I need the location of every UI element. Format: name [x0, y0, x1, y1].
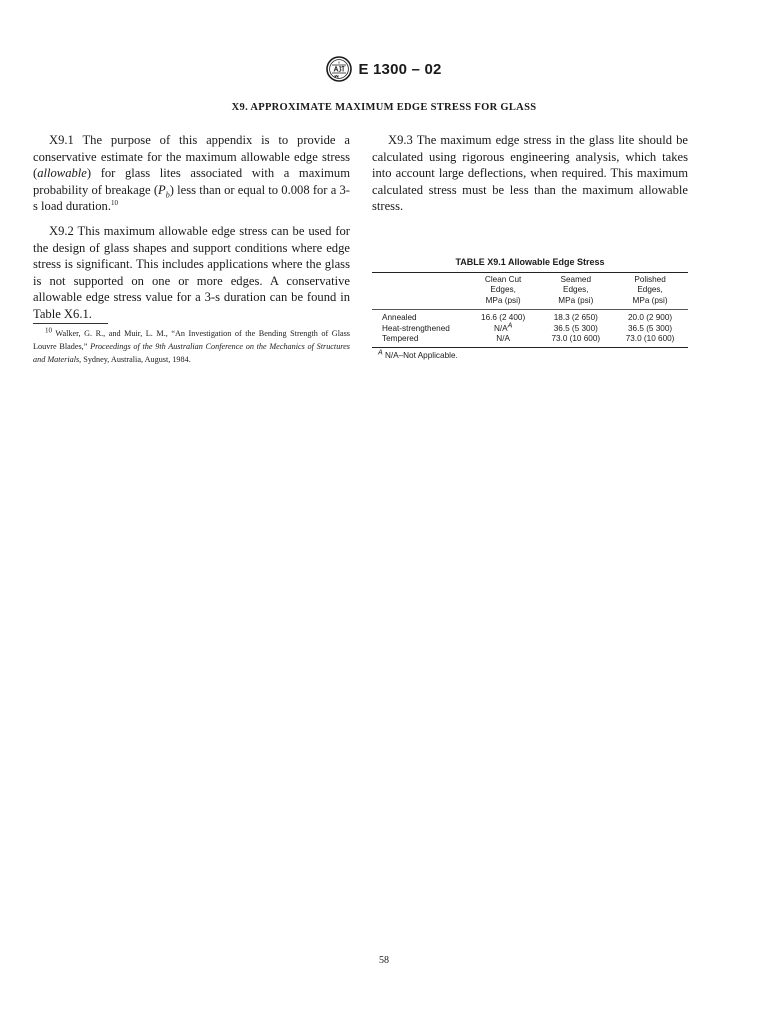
- table-footnote-ref-a: A: [507, 321, 513, 329]
- row-label-heat-strengthened: Heat-strengthened: [382, 323, 450, 333]
- table-x9-1: [372, 257, 688, 360]
- header-designation-group: [326, 56, 441, 82]
- cell-tempered-polished: 73.0 (10 600): [625, 334, 675, 344]
- table-header-blank: [372, 273, 467, 309]
- right-column: [372, 132, 688, 223]
- footnote-10: $^{10}$ Walker, G. R., and Muir, L. M., “An Investigation of the Bending Strength of Glass Louvre Blades,” Proceedings of the 9th Australian Conference on the Mechanics of Structures and Materials, Sydney, Australia, August, 1984.: [33, 326, 350, 365]
- cell-heat-strengthened-seamed: 36.5 (5 300): [553, 323, 598, 333]
- table-header-polished: Polished Edges, MPa (psi): [632, 275, 668, 305]
- cell-annealed-clean-cut: 16.6 (2 400): [481, 313, 526, 323]
- table-title: TABLE X9.1 Allowable Edge Stress: [455, 257, 605, 267]
- astm-logo-icon: [326, 56, 352, 82]
- footnote-ref-10: 10: [111, 199, 118, 208]
- cell-tempered-clean-cut: N/A: [496, 334, 510, 344]
- table-footnote: $^A$ N/A–Not Applicable.: [378, 349, 458, 361]
- cell-heat-strengthened-polished: 36.5 (5 300): [627, 323, 673, 333]
- cell-annealed-polished: 20.0 (2 900): [627, 313, 673, 323]
- paragraph-x9-2: X9.2 This maximum allowable edge stress can be used for the design of glass shapes and support conditions where edge stress is significant. This includes applications where the glass is not supported on one or more edges. A conservative allowable edge stress value for a 3-s duration can be found in Table X6.1.: [33, 223, 350, 321]
- table-row: [372, 310, 688, 323]
- table-row: [372, 324, 688, 334]
- table-header-row: [372, 273, 688, 309]
- page-header: [0, 56, 768, 87]
- paragraph-x9-1: X9.1 The purpose of this appendix is to provide a conservative estimate for the maximum allowable edge stress (allowable) for glass lites associated with a maximum probability of breakage $(P_b)$ less than or equal to 0.008 for a 3-s load duration.$^{10}$: [33, 133, 350, 214]
- cell-tempered-seamed: 73.0 (10 600): [551, 334, 601, 344]
- row-label-annealed: Annealed: [382, 313, 417, 323]
- table-header-clean-cut: Clean Cut Edges, MPa (psi): [484, 275, 522, 305]
- table-row: [372, 334, 688, 347]
- probability-subscript: b: [165, 190, 170, 200]
- paragraph-x9-3: X9.3 The maximum edge stress in the glass lite should be calculated using rigorous engineering analysis, which takes into account large deflections, when required. This maximum calculated stress must be less than the maximum allowable stress.: [372, 133, 688, 214]
- table-header-seamed: Seamed Edges, MPa (psi): [558, 275, 594, 305]
- allowable-edge-stress-table: [372, 273, 688, 347]
- table-bottom-rule: [372, 347, 688, 348]
- cell-annealed-seamed: 18.3 (2 650): [553, 313, 598, 323]
- standard-designation: E 1300 – 02: [358, 60, 442, 78]
- row-label-tempered: Tempered: [382, 334, 419, 344]
- section-title: X9. APPROXIMATE MAXIMUM EDGE STRESS FOR GLASS: [231, 102, 537, 113]
- cell-heat-strengthened-clean-cut: $N/A^A$: [493, 321, 513, 333]
- page-number: 58: [379, 955, 389, 966]
- left-column: [33, 132, 350, 331]
- probability-symbol: P: [158, 182, 166, 197]
- allowable-term: allowable: [37, 166, 87, 181]
- footnote-rule: [33, 323, 108, 324]
